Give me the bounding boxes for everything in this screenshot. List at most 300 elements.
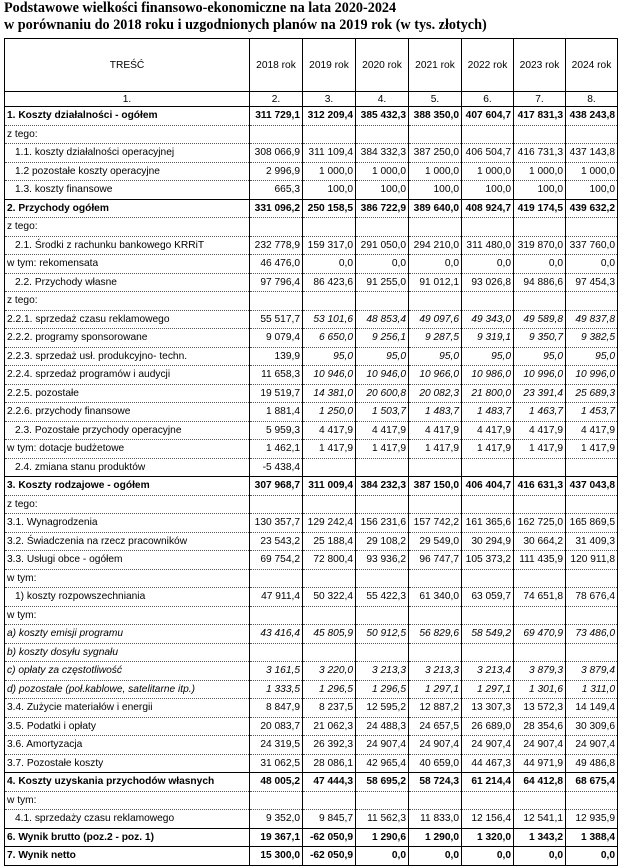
value-cell: 1 320,0 bbox=[462, 828, 514, 847]
value-cell bbox=[566, 458, 618, 477]
value-cell bbox=[356, 292, 409, 311]
value-cell: 49 097,6 bbox=[409, 310, 462, 329]
value-cell: 1 000,0 bbox=[514, 162, 566, 181]
value-cell: 417 831,3 bbox=[514, 107, 566, 126]
value-cell: 438 243,8 bbox=[566, 107, 618, 126]
value-cell bbox=[250, 292, 303, 311]
value-cell: 64 412,8 bbox=[514, 773, 566, 792]
value-cell bbox=[514, 218, 566, 237]
value-cell: 56 829,6 bbox=[409, 625, 462, 644]
value-cell bbox=[409, 643, 462, 662]
value-cell: 159 317,0 bbox=[303, 236, 356, 255]
value-cell: 94 886,6 bbox=[514, 273, 566, 292]
value-cell: 24 907,4 bbox=[514, 736, 566, 755]
value-cell: 1 417,9 bbox=[566, 440, 618, 459]
value-cell: 50 322,4 bbox=[303, 588, 356, 607]
column-number: 4. bbox=[356, 92, 409, 107]
value-cell bbox=[303, 791, 356, 810]
value-cell bbox=[409, 569, 462, 588]
value-cell bbox=[462, 791, 514, 810]
value-cell: 26 392,3 bbox=[303, 736, 356, 755]
row-label: 2.2.5. pozostałe bbox=[5, 384, 250, 403]
value-cell bbox=[409, 791, 462, 810]
table-row bbox=[5, 699, 618, 718]
value-cell: 10 946,0 bbox=[356, 366, 409, 385]
value-cell: 3 220,0 bbox=[303, 662, 356, 681]
table-row bbox=[5, 329, 618, 348]
value-cell: 9 319,1 bbox=[462, 329, 514, 348]
value-cell: 45 805,9 bbox=[303, 625, 356, 644]
value-cell: 69 754,2 bbox=[250, 551, 303, 570]
value-cell bbox=[356, 218, 409, 237]
table-row bbox=[5, 181, 618, 200]
value-cell: 31 062,5 bbox=[250, 754, 303, 773]
value-cell: 5 959,3 bbox=[250, 421, 303, 440]
value-cell: 311 729,1 bbox=[250, 107, 303, 126]
value-cell: 1 483,7 bbox=[409, 403, 462, 422]
value-cell: 24 907,4 bbox=[409, 736, 462, 755]
value-cell: 95,0 bbox=[356, 347, 409, 366]
value-cell: 21 800,0 bbox=[462, 384, 514, 403]
value-cell: 0,0 bbox=[462, 847, 514, 866]
value-cell: 120 911,8 bbox=[566, 551, 618, 570]
value-cell: 4 417,9 bbox=[462, 421, 514, 440]
table-row bbox=[5, 292, 618, 311]
value-cell: 100,0 bbox=[303, 181, 356, 200]
value-cell: 26 689,0 bbox=[462, 717, 514, 736]
value-cell: 48 853,4 bbox=[356, 310, 409, 329]
row-label: 1.1. koszty działalności operacyjnej bbox=[5, 144, 250, 163]
value-cell: 10 946,0 bbox=[303, 366, 356, 385]
column-number: 5. bbox=[409, 92, 462, 107]
value-cell: 20 082,3 bbox=[409, 384, 462, 403]
value-cell: 12 156,4 bbox=[462, 810, 514, 829]
value-cell bbox=[356, 495, 409, 514]
value-cell: 8 237,5 bbox=[303, 699, 356, 718]
row-label: w tym: bbox=[5, 569, 250, 588]
table-row bbox=[5, 236, 618, 255]
value-cell: 408 924,7 bbox=[462, 199, 514, 218]
value-cell bbox=[566, 292, 618, 311]
column-number: 2. bbox=[250, 92, 303, 107]
header-row bbox=[5, 39, 618, 92]
value-cell: 91 012,1 bbox=[409, 273, 462, 292]
value-cell bbox=[462, 458, 514, 477]
value-cell bbox=[409, 606, 462, 625]
value-cell: 105 373,2 bbox=[462, 551, 514, 570]
value-cell: 10 966,0 bbox=[409, 366, 462, 385]
value-cell: 1 483,7 bbox=[462, 403, 514, 422]
value-cell: 156 231,6 bbox=[356, 514, 409, 533]
value-cell: 78 676,4 bbox=[566, 588, 618, 607]
value-cell: 111 435,9 bbox=[514, 551, 566, 570]
table-row bbox=[5, 625, 618, 644]
value-cell: 14 381,0 bbox=[303, 384, 356, 403]
table-row bbox=[5, 847, 618, 866]
value-cell bbox=[514, 569, 566, 588]
value-cell: 387 150,0 bbox=[409, 477, 462, 496]
value-cell: 12 595,2 bbox=[356, 699, 409, 718]
value-cell: 406 404,7 bbox=[462, 477, 514, 496]
document-title bbox=[4, 0, 619, 34]
title-line-2: w porównaniu do 2018 roku i uzgodnionych planów na 2019 rok (w tys. złotych) bbox=[4, 17, 487, 33]
value-cell: 15 300,0 bbox=[250, 847, 303, 866]
value-cell: 43 416,4 bbox=[250, 625, 303, 644]
value-cell bbox=[303, 125, 356, 144]
value-cell: 1 417,9 bbox=[514, 440, 566, 459]
value-cell: 4 417,9 bbox=[409, 421, 462, 440]
value-cell bbox=[514, 125, 566, 144]
value-cell: 72 800,4 bbox=[303, 551, 356, 570]
value-cell: 4 417,9 bbox=[566, 421, 618, 440]
value-cell: 40 659,0 bbox=[409, 754, 462, 773]
value-cell: 58 695,2 bbox=[356, 773, 409, 792]
table-row bbox=[5, 569, 618, 588]
value-cell bbox=[303, 569, 356, 588]
table-row bbox=[5, 754, 618, 773]
value-cell bbox=[356, 125, 409, 144]
value-cell: 1 463,7 bbox=[514, 403, 566, 422]
value-cell: 1 333,5 bbox=[250, 680, 303, 699]
table-row bbox=[5, 310, 618, 329]
value-cell bbox=[514, 791, 566, 810]
row-label: z tego: bbox=[5, 218, 250, 237]
row-label: z tego: bbox=[5, 495, 250, 514]
value-cell: 0,0 bbox=[514, 847, 566, 866]
value-cell: 9 287,5 bbox=[409, 329, 462, 348]
value-cell: 9 352,0 bbox=[250, 810, 303, 829]
value-cell: 61 214,4 bbox=[462, 773, 514, 792]
value-cell: 311 480,0 bbox=[462, 236, 514, 255]
value-cell bbox=[356, 569, 409, 588]
table-row bbox=[5, 514, 618, 533]
value-cell: 11 562,3 bbox=[356, 810, 409, 829]
value-cell: 95,0 bbox=[409, 347, 462, 366]
value-cell: 311 009,4 bbox=[303, 477, 356, 496]
value-cell bbox=[303, 643, 356, 662]
value-cell: 165 869,5 bbox=[566, 514, 618, 533]
table-row bbox=[5, 255, 618, 274]
value-cell: 386 722,9 bbox=[356, 199, 409, 218]
value-cell: 95,0 bbox=[566, 347, 618, 366]
value-cell: 319 870,0 bbox=[514, 236, 566, 255]
value-cell: 96 747,7 bbox=[409, 551, 462, 570]
value-cell bbox=[462, 569, 514, 588]
row-label: 6. Wynik brutto (poz.2 - poz. 1) bbox=[5, 828, 250, 847]
value-cell: 4 417,9 bbox=[303, 421, 356, 440]
column-number-row bbox=[5, 92, 618, 107]
value-cell bbox=[514, 606, 566, 625]
value-cell: 29 108,2 bbox=[356, 532, 409, 551]
value-cell bbox=[250, 643, 303, 662]
value-cell: 3 213,3 bbox=[356, 662, 409, 681]
row-label: 3.7. Pozostałe koszty bbox=[5, 754, 250, 773]
table-row bbox=[5, 218, 618, 237]
value-cell: 93 026,8 bbox=[462, 273, 514, 292]
value-cell: 419 174,5 bbox=[514, 199, 566, 218]
value-cell: 3 879,4 bbox=[566, 662, 618, 681]
row-label: c) opłaty za częstotliwość bbox=[5, 662, 250, 681]
value-cell: 20 083,7 bbox=[250, 717, 303, 736]
value-cell: 1 301,6 bbox=[514, 680, 566, 699]
value-cell: 58 549,2 bbox=[462, 625, 514, 644]
value-cell: 24 488,3 bbox=[356, 717, 409, 736]
row-label: 2.2.3. sprzedaż usł. produkcyjno- techn. bbox=[5, 347, 250, 366]
value-cell: 0,0 bbox=[409, 255, 462, 274]
value-cell: 30 294,9 bbox=[462, 532, 514, 551]
value-cell bbox=[566, 218, 618, 237]
table-row bbox=[5, 162, 618, 181]
value-cell bbox=[566, 643, 618, 662]
value-cell: 12 935,9 bbox=[566, 810, 618, 829]
table-row bbox=[5, 551, 618, 570]
value-cell bbox=[514, 495, 566, 514]
value-cell: 55 422,3 bbox=[356, 588, 409, 607]
table-row bbox=[5, 680, 618, 699]
value-cell: 9 350,7 bbox=[514, 329, 566, 348]
value-cell: 437 143,8 bbox=[566, 144, 618, 163]
table-row bbox=[5, 606, 618, 625]
table-row bbox=[5, 273, 618, 292]
row-label: 3.2. Świadczenia na rzecz pracowników bbox=[5, 532, 250, 551]
table-row bbox=[5, 588, 618, 607]
value-cell: 1 343,2 bbox=[514, 828, 566, 847]
value-cell: 4 417,9 bbox=[514, 421, 566, 440]
row-label: 3.3. Usługi obce - ogółem bbox=[5, 551, 250, 570]
row-label: 2.3. Pozostałe przychody operacyjne bbox=[5, 421, 250, 440]
value-cell: 439 632,2 bbox=[566, 199, 618, 218]
table-row bbox=[5, 736, 618, 755]
value-cell bbox=[514, 643, 566, 662]
value-cell: 389 640,0 bbox=[409, 199, 462, 218]
value-cell bbox=[462, 125, 514, 144]
value-cell bbox=[356, 643, 409, 662]
table-row bbox=[5, 458, 618, 477]
value-cell: 232 778,9 bbox=[250, 236, 303, 255]
value-cell: 24 907,4 bbox=[566, 736, 618, 755]
value-cell: 308 066,9 bbox=[250, 144, 303, 163]
row-label: 4. Koszty uzyskania przychodów własnych bbox=[5, 773, 250, 792]
value-cell: 49 837,8 bbox=[566, 310, 618, 329]
row-label: 3.4. Zużycie materiałów i energii bbox=[5, 699, 250, 718]
value-cell: 3 213,3 bbox=[409, 662, 462, 681]
value-cell: 157 742,2 bbox=[409, 514, 462, 533]
value-cell: 0,0 bbox=[409, 847, 462, 866]
value-cell bbox=[566, 569, 618, 588]
column-number: 3. bbox=[303, 92, 356, 107]
table-row bbox=[5, 495, 618, 514]
value-cell: 1 297,1 bbox=[409, 680, 462, 699]
value-cell: 416 731,3 bbox=[514, 144, 566, 163]
value-cell: 250 158,5 bbox=[303, 199, 356, 218]
row-label: w tym: dotacje budżetowe bbox=[5, 440, 250, 459]
table-row bbox=[5, 199, 618, 218]
value-cell bbox=[462, 218, 514, 237]
value-cell: 28 354,6 bbox=[514, 717, 566, 736]
value-cell bbox=[356, 791, 409, 810]
value-cell: 13 572,3 bbox=[514, 699, 566, 718]
value-cell: 23 543,2 bbox=[250, 532, 303, 551]
value-cell: 20 600,8 bbox=[356, 384, 409, 403]
row-label: 2.1. Środki z rachunku bankowego KRRiT bbox=[5, 236, 250, 255]
value-cell: 12 887,2 bbox=[409, 699, 462, 718]
table-row bbox=[5, 421, 618, 440]
value-cell: -62 050,9 bbox=[303, 847, 356, 866]
table-row bbox=[5, 347, 618, 366]
value-cell bbox=[409, 292, 462, 311]
table-row bbox=[5, 403, 618, 422]
row-label: 2.2.6. przychody finansowe bbox=[5, 403, 250, 422]
row-label: 1) koszty rozpowszechniania bbox=[5, 588, 250, 607]
row-label: 2.2.1. sprzedaż czasu reklamowego bbox=[5, 310, 250, 329]
value-cell: 1 417,9 bbox=[462, 440, 514, 459]
value-cell: 93 936,2 bbox=[356, 551, 409, 570]
header-cell: 2020 rok bbox=[356, 39, 409, 92]
value-cell: 416 631,3 bbox=[514, 477, 566, 496]
value-cell: 0,0 bbox=[566, 847, 618, 866]
column-number: 7. bbox=[514, 92, 566, 107]
row-label: 3. Koszty rodzajowe - ogółem bbox=[5, 477, 250, 496]
row-label: 1.3. koszty finansowe bbox=[5, 181, 250, 200]
value-cell: 24 319,5 bbox=[250, 736, 303, 755]
value-cell: 100,0 bbox=[566, 181, 618, 200]
header-cell: 2023 rok bbox=[514, 39, 566, 92]
value-cell: 307 968,7 bbox=[250, 477, 303, 496]
value-cell: 331 096,2 bbox=[250, 199, 303, 218]
value-cell: 130 357,7 bbox=[250, 514, 303, 533]
value-cell: 294 210,0 bbox=[409, 236, 462, 255]
value-cell: 11 833,0 bbox=[409, 810, 462, 829]
value-cell: 1 417,9 bbox=[409, 440, 462, 459]
value-cell: 9 256,1 bbox=[356, 329, 409, 348]
value-cell: 28 086,1 bbox=[303, 754, 356, 773]
row-label: 3.5. Podatki i opłaty bbox=[5, 717, 250, 736]
row-label: w tym: rekomensata bbox=[5, 255, 250, 274]
value-cell bbox=[250, 606, 303, 625]
value-cell: 0,0 bbox=[462, 255, 514, 274]
value-cell: 100,0 bbox=[462, 181, 514, 200]
value-cell: 388 350,0 bbox=[409, 107, 462, 126]
value-cell: 74 651,8 bbox=[514, 588, 566, 607]
header-cell: 2022 rok bbox=[462, 39, 514, 92]
row-label: w tym: bbox=[5, 791, 250, 810]
value-cell bbox=[462, 292, 514, 311]
value-cell: 1 000,0 bbox=[356, 162, 409, 181]
row-label: 4.1. sprzedaży czasu reklamowego bbox=[5, 810, 250, 829]
value-cell: 58 724,3 bbox=[409, 773, 462, 792]
value-cell bbox=[462, 606, 514, 625]
value-cell bbox=[566, 791, 618, 810]
value-cell: 49 343,0 bbox=[462, 310, 514, 329]
value-cell: 95,0 bbox=[514, 347, 566, 366]
value-cell: 69 470,9 bbox=[514, 625, 566, 644]
value-cell: 31 409,3 bbox=[566, 532, 618, 551]
value-cell: 68 675,4 bbox=[566, 773, 618, 792]
header-cell: 2021 rok bbox=[409, 39, 462, 92]
value-cell: 0,0 bbox=[356, 847, 409, 866]
value-cell: 1 296,5 bbox=[303, 680, 356, 699]
value-cell bbox=[250, 495, 303, 514]
row-label: 1. Koszty działalności - ogółem bbox=[5, 107, 250, 126]
row-label: 2. Przychody ogółem bbox=[5, 199, 250, 218]
value-cell: 46 476,0 bbox=[250, 255, 303, 274]
value-cell: 49 486,8 bbox=[566, 754, 618, 773]
row-label: b) koszty dosyłu sygnału bbox=[5, 643, 250, 662]
value-cell: 47 911,4 bbox=[250, 588, 303, 607]
value-cell: 1 000,0 bbox=[303, 162, 356, 181]
value-cell: -5 438,4 bbox=[250, 458, 303, 477]
row-label: 7. Wynik netto bbox=[5, 847, 250, 866]
value-cell bbox=[303, 606, 356, 625]
value-cell: 12 541,1 bbox=[514, 810, 566, 829]
value-cell: 53 101,6 bbox=[303, 310, 356, 329]
value-cell: 24 907,4 bbox=[462, 736, 514, 755]
value-cell: 1 462,1 bbox=[250, 440, 303, 459]
column-number: 1. bbox=[5, 92, 250, 107]
row-label: 3.6. Amortyzacja bbox=[5, 736, 250, 755]
table-row bbox=[5, 773, 618, 792]
value-cell: 337 760,0 bbox=[566, 236, 618, 255]
value-cell: 312 209,4 bbox=[303, 107, 356, 126]
value-cell: 10 996,0 bbox=[566, 366, 618, 385]
value-cell: 63 059,7 bbox=[462, 588, 514, 607]
value-cell: 161 365,6 bbox=[462, 514, 514, 533]
value-cell: 55 517,7 bbox=[250, 310, 303, 329]
row-label: z tego: bbox=[5, 292, 250, 311]
value-cell bbox=[462, 643, 514, 662]
header-cell: 2018 rok bbox=[250, 39, 303, 92]
table-row bbox=[5, 144, 618, 163]
value-cell: 384 332,3 bbox=[356, 144, 409, 163]
column-number: 6. bbox=[462, 92, 514, 107]
value-cell: 3 213,4 bbox=[462, 662, 514, 681]
value-cell: -62 050,9 bbox=[303, 828, 356, 847]
value-cell: 407 604,7 bbox=[462, 107, 514, 126]
value-cell: 665,3 bbox=[250, 181, 303, 200]
value-cell: 1 311,0 bbox=[566, 680, 618, 699]
value-cell: 11 658,3 bbox=[250, 366, 303, 385]
value-cell bbox=[303, 495, 356, 514]
value-cell bbox=[356, 458, 409, 477]
value-cell: 129 242,4 bbox=[303, 514, 356, 533]
header-cell: TREŚĆ bbox=[5, 39, 250, 92]
table-row bbox=[5, 125, 618, 144]
value-cell: 25 188,4 bbox=[303, 532, 356, 551]
value-cell: 86 423,6 bbox=[303, 273, 356, 292]
value-cell: 10 986,0 bbox=[462, 366, 514, 385]
value-cell: 24 657,5 bbox=[409, 717, 462, 736]
header-cell: 2024 rok bbox=[566, 39, 618, 92]
row-label: 2.2. Przychody własne bbox=[5, 273, 250, 292]
value-cell: 1 297,1 bbox=[462, 680, 514, 699]
value-cell: 0,0 bbox=[566, 255, 618, 274]
value-cell: 91 255,0 bbox=[356, 273, 409, 292]
row-label: z tego: bbox=[5, 125, 250, 144]
value-cell bbox=[566, 125, 618, 144]
value-cell: 9 845,7 bbox=[303, 810, 356, 829]
row-label: d) pozostałe (poł.kablowe, satelitarne itp.) bbox=[5, 680, 250, 699]
row-label: 1.2 pozostałe koszty operacyjne bbox=[5, 162, 250, 181]
row-label: 2.2.2. programy sponsorowane bbox=[5, 329, 250, 348]
value-cell: 30 664,2 bbox=[514, 532, 566, 551]
value-cell: 50 912,5 bbox=[356, 625, 409, 644]
value-cell: 1 296,5 bbox=[356, 680, 409, 699]
value-cell: 47 444,3 bbox=[303, 773, 356, 792]
table-row bbox=[5, 366, 618, 385]
value-cell: 0,0 bbox=[514, 255, 566, 274]
value-cell: 385 432,3 bbox=[356, 107, 409, 126]
header-cell: 2019 rok bbox=[303, 39, 356, 92]
